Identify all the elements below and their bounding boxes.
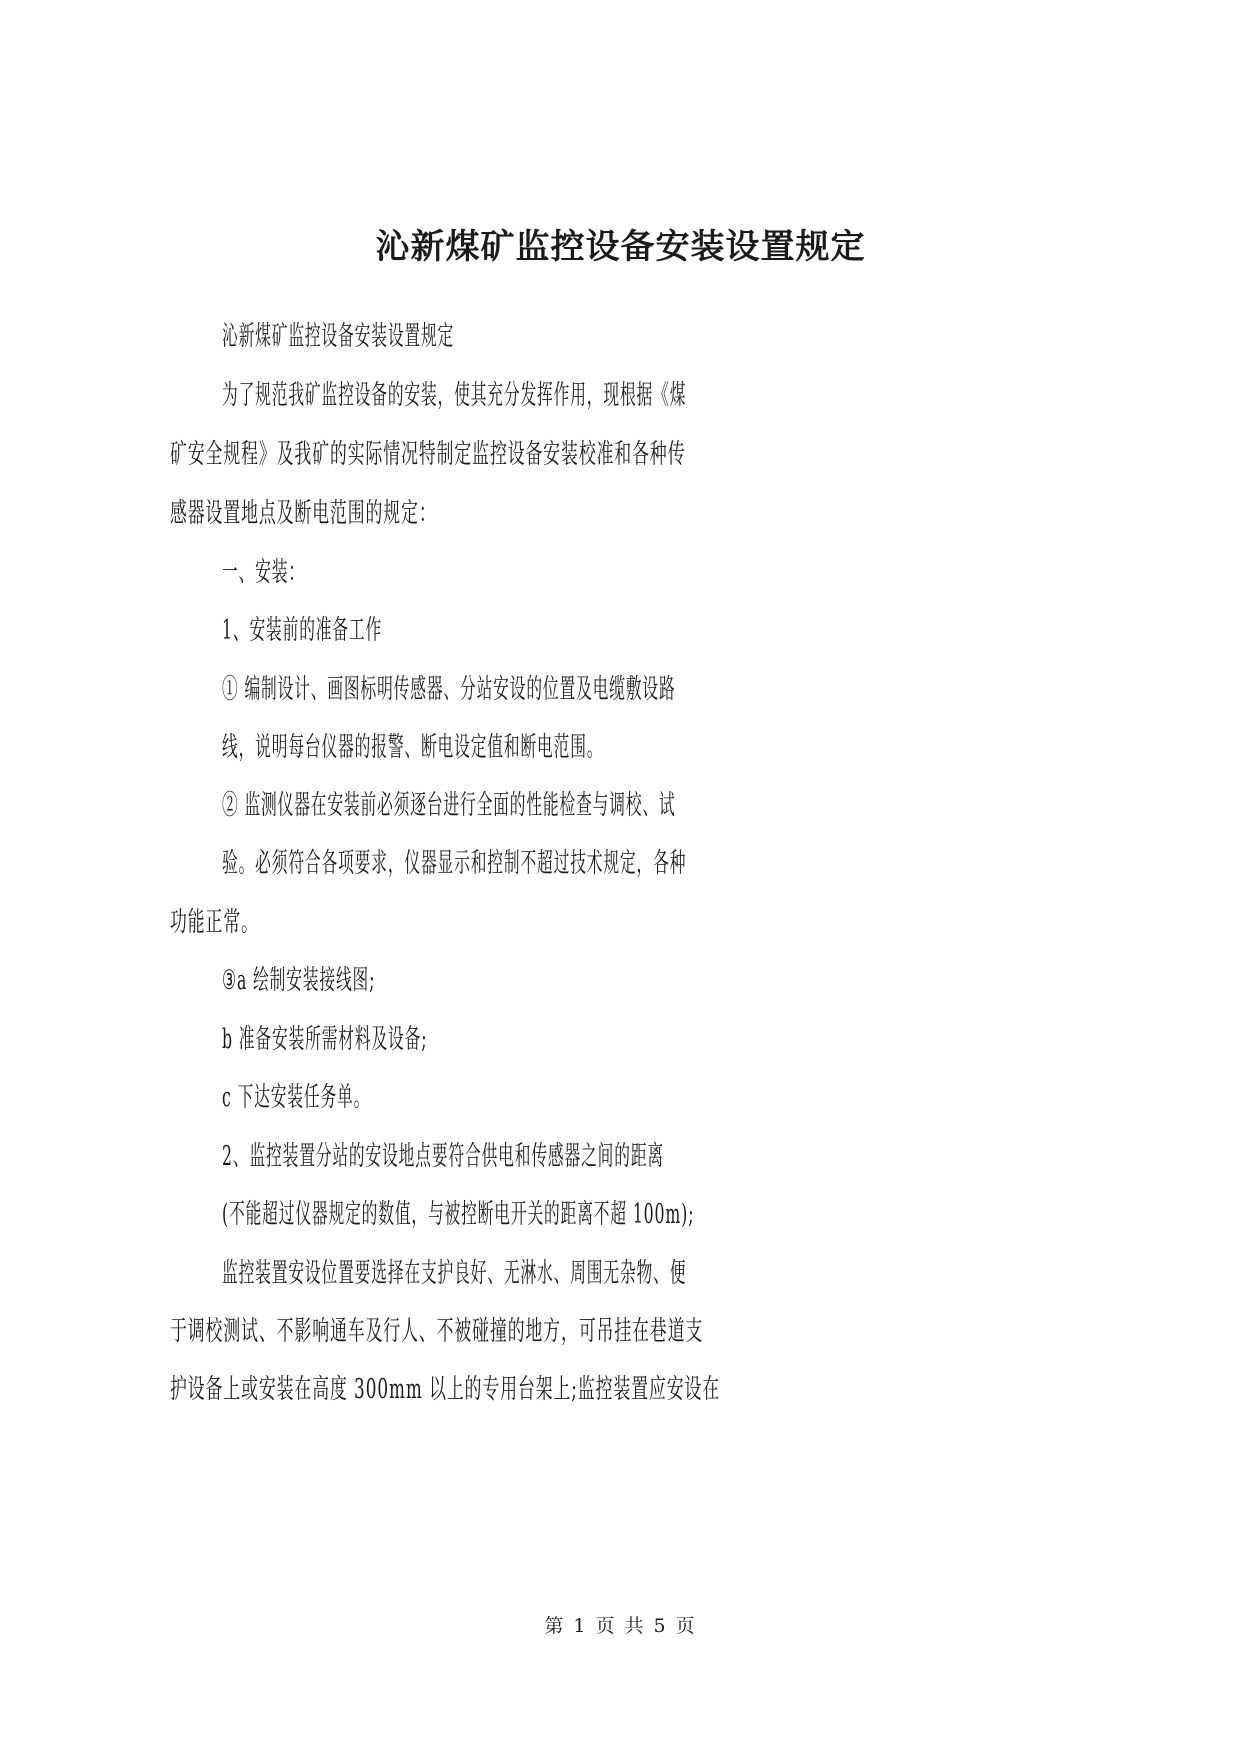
paragraph-line: 2、监控装置分站的安设地点要符合供电和传感器之间的距离: [222, 1141, 664, 1172]
paragraph-line: 为了规范我矿监控设备的安装，使其充分发挥作用，现根据《煤: [222, 380, 687, 411]
paragraph-line: 监控装置安设位置要选择在支护良好、无淋水、周围无杂物、便: [222, 1258, 687, 1289]
paragraph-line: ① 编制设计、画图标明传感器、分站安设的位置及电缆敷设路: [222, 674, 676, 705]
paragraph-line: ③a 绘制安装接线图;: [222, 965, 376, 996]
paragraph-line: ② 监测仪器在安装前必须逐台进行全面的性能检查与调校、试: [222, 790, 676, 821]
paragraph-line: 线，说明每台仪器的报警、断电设定值和断电范围。: [222, 732, 604, 763]
paragraph-line: 于调校测试、不影响通车及行人、不被碰撞的地方，可吊挂在巷道支: [170, 1316, 704, 1347]
paragraph-line: (不能超过仪器规定的数值，与被控断电开关的距离不超 100m);: [222, 1199, 695, 1230]
paragraph-line: 感器设置地点及断电范围的规定：: [170, 498, 437, 529]
paragraph-line: c 下达安装任务单。: [222, 1082, 371, 1113]
page-footer: 第 1 页 共 5 页: [544, 1615, 697, 1637]
paragraph-line: 沁新煤矿监控设备安装设置规定: [222, 321, 455, 352]
paragraph-line: 一、安装：: [222, 557, 305, 588]
document-title: 沁新煤矿监控设备安装设置规定: [375, 227, 866, 267]
paragraph-line: 护设备上或安装在高度 300mm 以上的专用台架上;监控装置应安设在: [170, 1374, 721, 1405]
paragraph-line: 矿安全规程》及我矿的实际情况特制定监控设备安装校准和各种传: [170, 439, 686, 470]
paragraph-line: 验。必须符合各项要求，仪器显示和控制不超过技术规定，各种: [222, 848, 687, 879]
paragraph-line: 功能正常。: [170, 907, 259, 938]
paragraph-line: 1、安装前的准备工作: [222, 615, 383, 646]
paragraph-line: b 准备安装所需材料及设备;: [222, 1024, 428, 1055]
